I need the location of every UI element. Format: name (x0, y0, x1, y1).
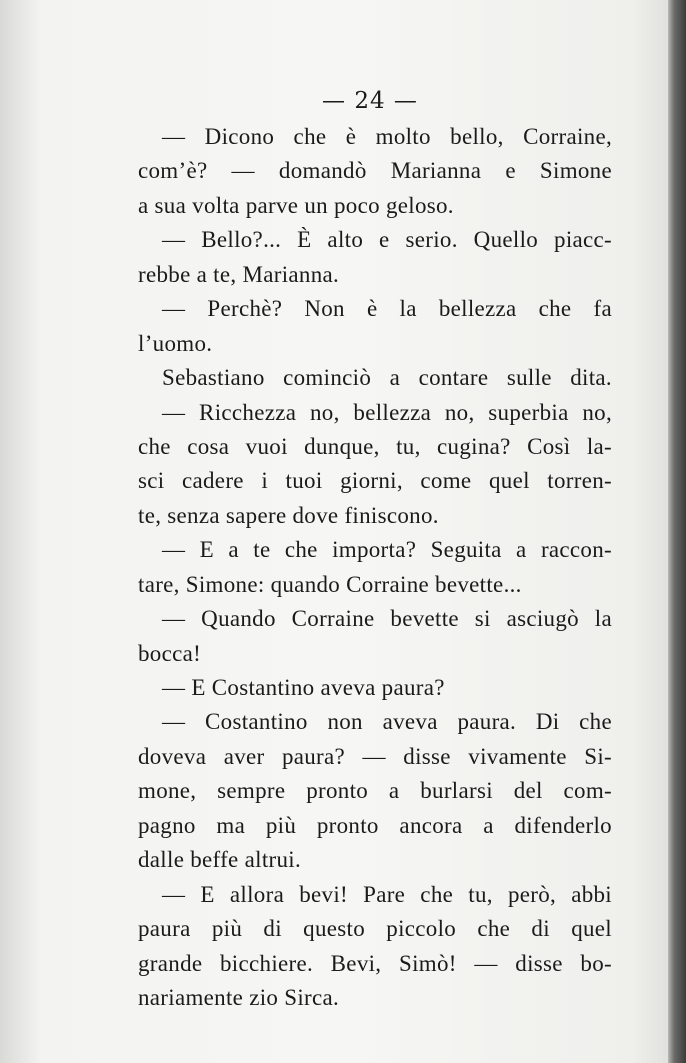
text-line-1: — Dicono che è molto bello, Corraine, (162, 124, 612, 149)
text-line-16: bocca! (138, 640, 202, 666)
text-line-2: com’è? — domandò Marianna e Simone (138, 158, 612, 184)
text-line-17: — E Costantino aveva paura? (162, 675, 445, 700)
text-line-14: tare, Simone: quando Corraine bevette... (138, 571, 522, 597)
text-line-25: grande bicchiere. Bevi, Simò! — disse bo- (138, 950, 612, 976)
text-line-22: dalle beffe altrui. (138, 847, 302, 873)
text-line-20: mone, sempre pronto a burlarsi del com- (138, 778, 612, 804)
text-line-6: — Perchè? Non è la bellezza che fa (162, 296, 612, 322)
text-line-23: — E allora bevi! Pare che tu, però, abbi (162, 881, 612, 907)
text-line-5: rebbe a te, Marianna. (138, 261, 340, 287)
text-line-21: pagno ma più pronto ancora a difenderlo (138, 812, 612, 838)
text-line-18: — Costantino non aveva paura. Di che (162, 709, 612, 735)
text-line-15: — Quando Corraine bevette si asciugò la (162, 606, 612, 632)
text-line-19: doveva aver paura? — disse vivamente Si- (138, 743, 612, 769)
text-line-8: Sebastiano cominciò a contare sulle dita. (162, 365, 612, 391)
text-line-4: — Bello?... È alto e serio. Quello piacc- (162, 227, 612, 253)
text-line-7: l’uomo. (138, 330, 213, 356)
book-spine-edge (668, 0, 686, 1063)
text-line-11: sci cadere i tuoi giorni, come quel torren- (138, 468, 612, 494)
text-line-9: — Ricchezza no, bellezza no, superbia no, (162, 399, 612, 425)
body-text (138, 120, 612, 1015)
text-line-12: te, senza sapere dove finiscono. (138, 502, 439, 528)
text-line-24: paura più di questo piccolo che di quel (138, 916, 612, 942)
text-line-13: — E a te che importa? Seguita a raccon- (162, 537, 612, 563)
text-line-26: nariamente zio Sirca. (138, 984, 340, 1010)
page-number: — 24 — (322, 88, 418, 114)
text-line-3: a sua volta parve un poco geloso. (138, 192, 454, 218)
text-line-10: che cosa vuoi dunque, tu, cugina? Così la- (138, 433, 612, 459)
